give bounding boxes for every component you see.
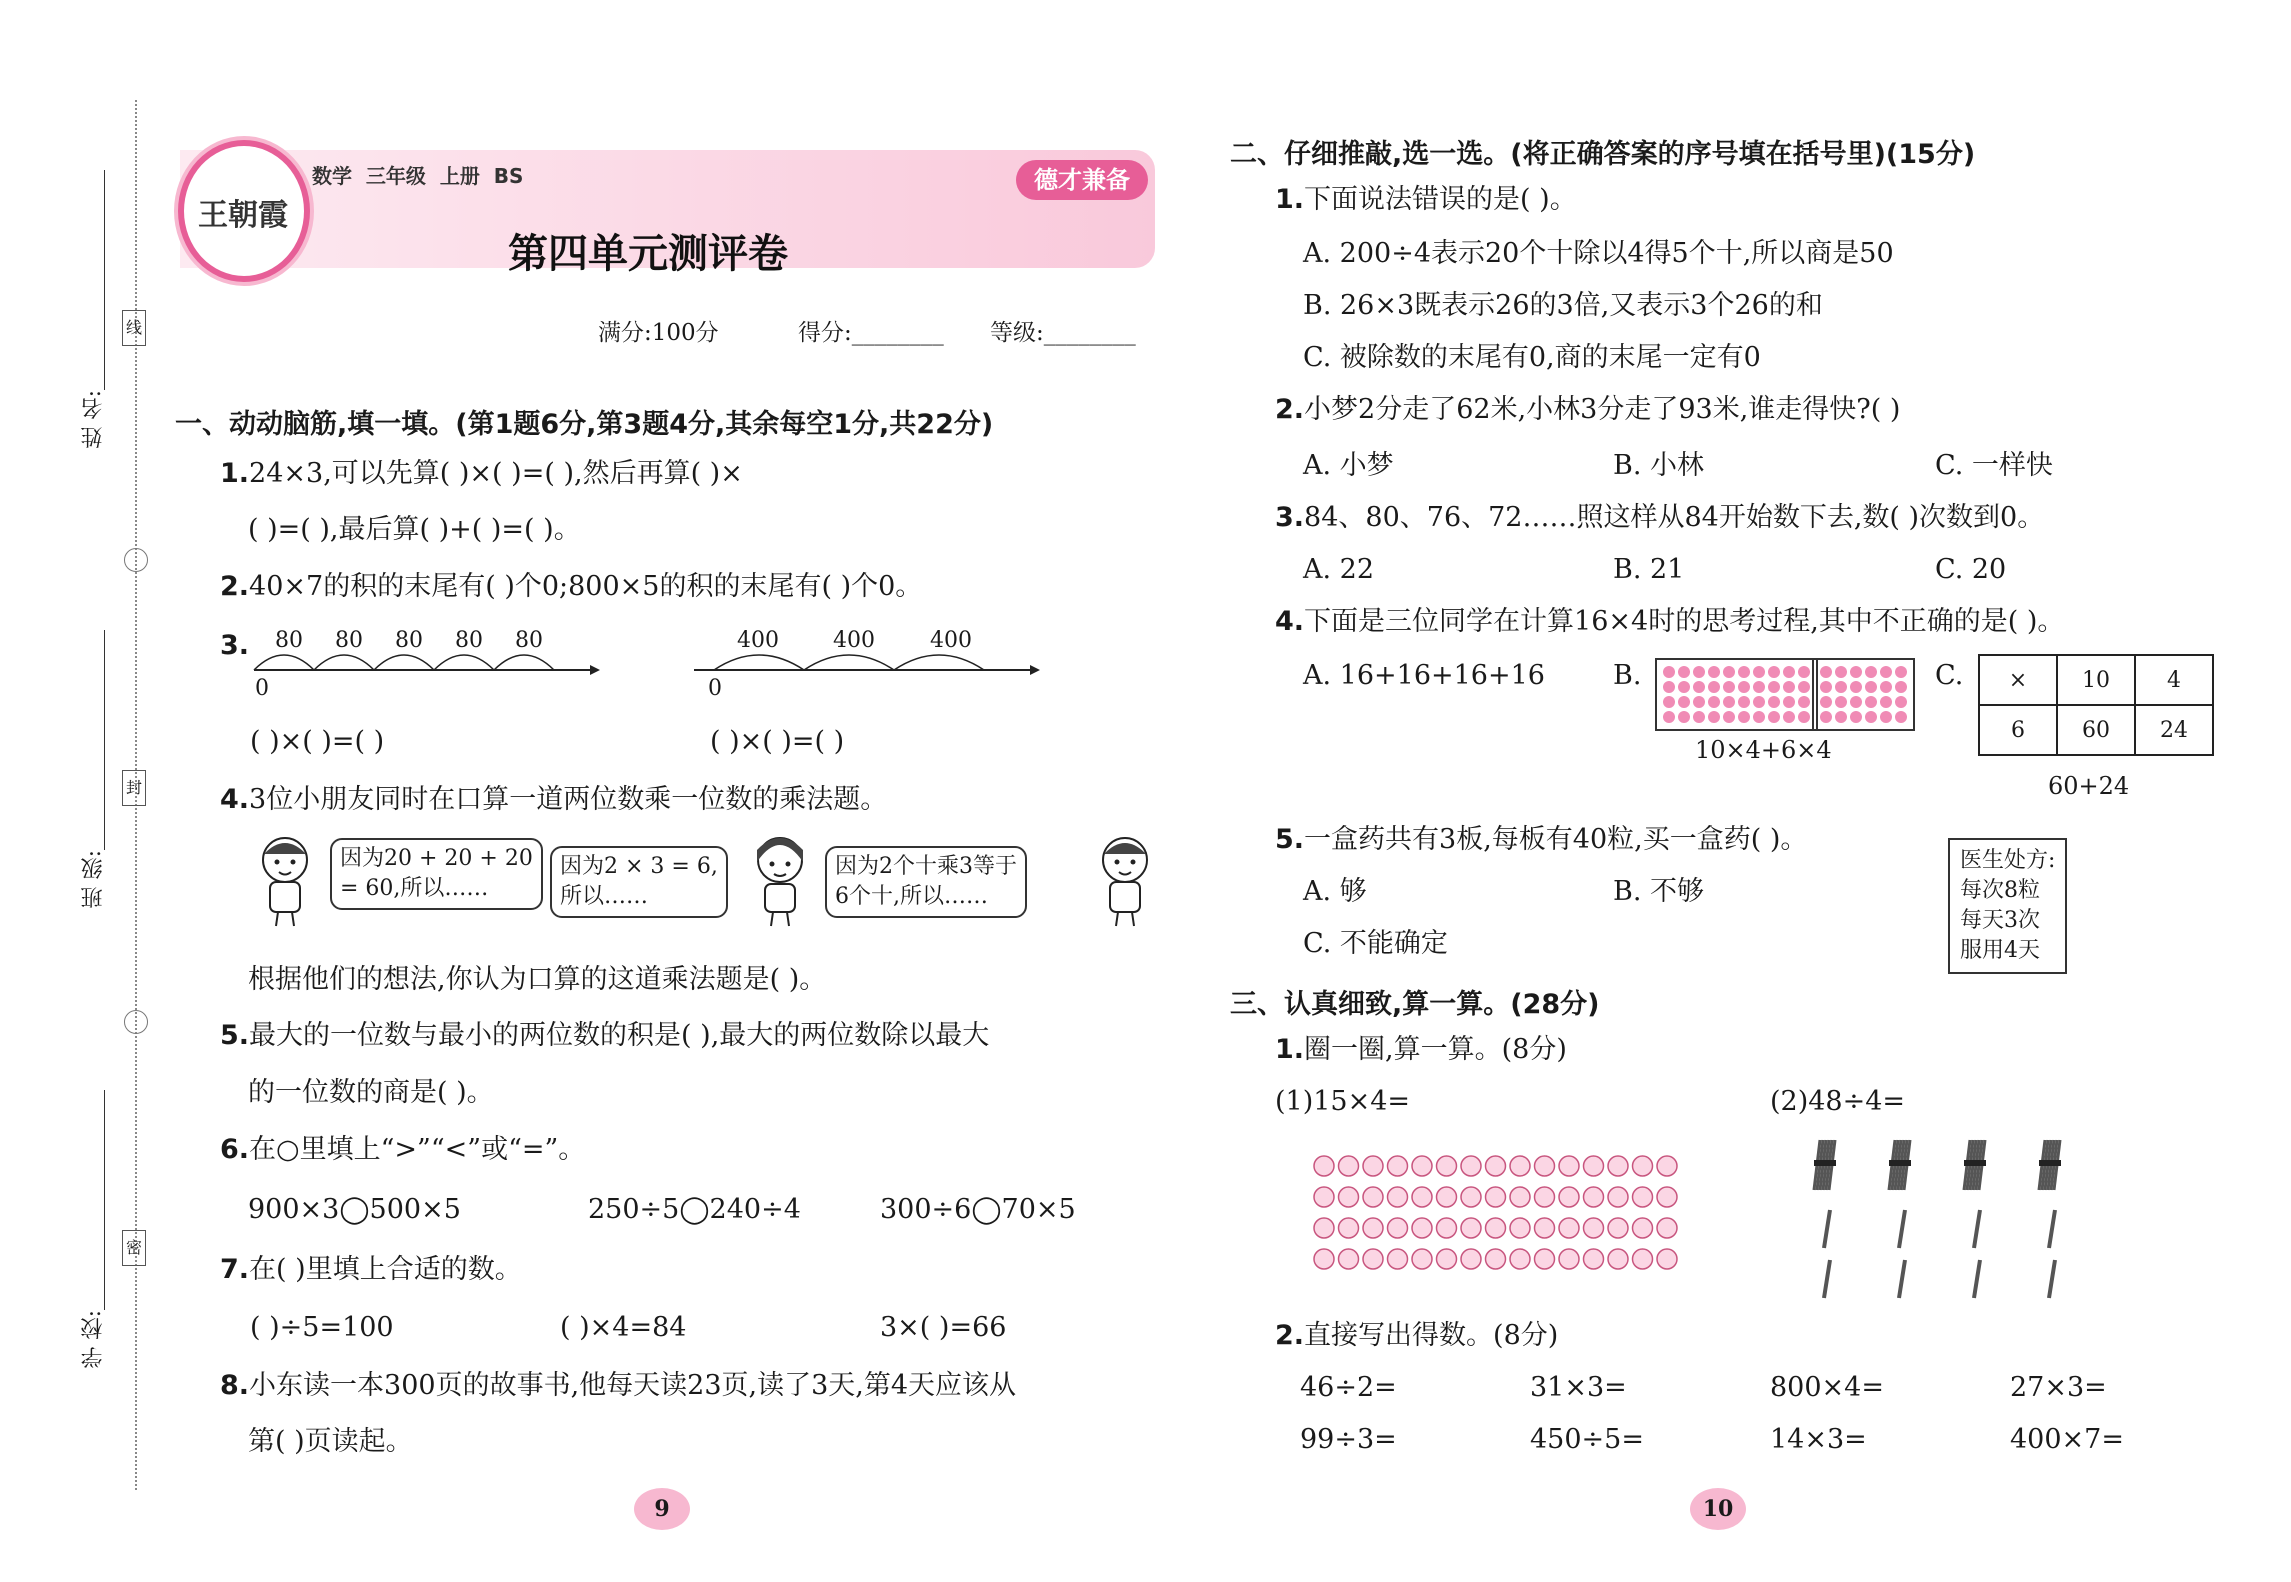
- dot: [1738, 696, 1750, 708]
- q1-2: [220, 573, 922, 600]
- bubble-line: 因为2 × 3 = 6,: [560, 854, 718, 879]
- dot: [1895, 681, 1907, 693]
- sidebar-school-underline: [104, 1090, 105, 1310]
- dot: [1663, 681, 1675, 693]
- q1-7-item[interactable]: ( )×4=84: [560, 1312, 687, 1343]
- dot: [1783, 696, 1795, 708]
- circle-dot: [1584, 1187, 1604, 1207]
- q3-1-text: 圈一圈,算一算。(8分): [1304, 1034, 1567, 1065]
- stamp-badge: 德才兼备: [1016, 160, 1148, 200]
- q2-2-option[interactable]: C. 一样快: [1935, 450, 2053, 481]
- table-cell: 6: [1979, 705, 2057, 755]
- dot: [1835, 666, 1847, 678]
- circle-dot: [1363, 1187, 1383, 1207]
- single-stick-icon: [1824, 1260, 1830, 1298]
- dot: [1768, 711, 1780, 723]
- q2-2-option[interactable]: B. 小林: [1613, 450, 1705, 481]
- circle-dot: [1535, 1218, 1555, 1238]
- circle-dot: [1633, 1249, 1653, 1269]
- circle-dot: [1486, 1187, 1506, 1207]
- circle-dot: [1339, 1187, 1359, 1207]
- q1-3-blank-b[interactable]: ( )×( )=( ): [710, 726, 845, 757]
- table-cell: 10: [2057, 655, 2135, 705]
- q1-4-text: 3位小朋友同时在口算一道两位数乘一位数的乘法题。: [249, 784, 888, 815]
- q2-3-text[interactable]: 84、80、76、72……照这样从84开始数下去,数( )次数到0。: [1304, 502, 2045, 533]
- circle-dot: [1412, 1187, 1432, 1207]
- single-stick-icon: [1974, 1210, 1980, 1248]
- q1-5-line2[interactable]: 的一位数的商是( )。: [248, 1077, 494, 1108]
- q1-5-line1[interactable]: 最大的一位数与最小的两位数的积是( ),最大的两位数除以最大: [249, 1020, 990, 1051]
- calc-item[interactable]: 99÷3=: [1300, 1424, 1397, 1455]
- circle-dot: [1486, 1156, 1506, 1176]
- dot: [1708, 681, 1720, 693]
- q3-2-text: 直接写出得数。(8分): [1304, 1320, 1559, 1351]
- stick-bundle-icon: [1889, 1140, 1911, 1190]
- dot: [1753, 681, 1765, 693]
- q2-4-option-a[interactable]: A. 16+16+16+16: [1303, 660, 1545, 691]
- circle-dot: [1363, 1249, 1383, 1269]
- calc-item[interactable]: 450÷5=: [1530, 1424, 1644, 1455]
- dot: [1678, 666, 1690, 678]
- dot: [1768, 696, 1780, 708]
- dot: [1880, 711, 1892, 723]
- rx-line: 医生处方:: [1960, 848, 2056, 873]
- dot: [1678, 681, 1690, 693]
- question-number: 7.: [220, 1254, 250, 1285]
- bubble-line: 所以……: [560, 884, 649, 909]
- dot: [1783, 711, 1795, 723]
- dot: [1865, 696, 1877, 708]
- circle-dot: [1412, 1249, 1432, 1269]
- q2-2: [1275, 396, 1900, 423]
- sidebar-class-underline: [104, 630, 105, 850]
- circle-dot: [1608, 1156, 1628, 1176]
- q2-4-text[interactable]: 下面是三位同学在计算16×4时的思考过程,其中不正确的是( )。: [1304, 606, 2065, 637]
- nl-b-label: 400: [737, 628, 779, 653]
- dot: [1783, 666, 1795, 678]
- sidebar-name-underline: [104, 170, 105, 390]
- dot: [1820, 681, 1832, 693]
- single-stick-icon: [1899, 1260, 1905, 1298]
- dot: [1880, 696, 1892, 708]
- q1-7: [220, 1256, 522, 1283]
- question-number: 4.: [220, 784, 250, 815]
- dot: [1895, 711, 1907, 723]
- question-number: 5.: [1275, 824, 1305, 855]
- bubble-line: 6个十,所以……: [835, 884, 988, 909]
- circle-dot: [1388, 1187, 1408, 1207]
- circle-dot: [1461, 1249, 1481, 1269]
- circle-dot: [1559, 1156, 1579, 1176]
- circle-dot: [1363, 1156, 1383, 1176]
- circle-dot: [1608, 1218, 1628, 1238]
- q2-3-option[interactable]: C. 20: [1935, 554, 2007, 585]
- circle-dot: [1584, 1156, 1604, 1176]
- dot: [1723, 696, 1735, 708]
- dot: [1835, 711, 1847, 723]
- circle-dot: [1535, 1156, 1555, 1176]
- circle-dot: [1633, 1218, 1653, 1238]
- dot: [1798, 681, 1810, 693]
- circle-dot: [1486, 1218, 1506, 1238]
- sidebar-name-label: 姓 名:: [81, 390, 106, 449]
- nl-a-label: 80: [455, 628, 483, 653]
- dot: [1738, 681, 1750, 693]
- question-number: 2.: [1275, 394, 1305, 425]
- question-number: 1.: [1275, 184, 1305, 215]
- q2-1-option[interactable]: C. 被除数的末尾有0,商的末尾一定有0: [1303, 342, 1761, 373]
- calc-item[interactable]: 27×3=: [2010, 1372, 2107, 1403]
- circle-dot: [1584, 1249, 1604, 1269]
- dot: [1753, 666, 1765, 678]
- dot: [1895, 666, 1907, 678]
- circle-dot: [1314, 1187, 1334, 1207]
- table-cell: 60: [2057, 705, 2135, 755]
- dot: [1693, 696, 1705, 708]
- q2-1-option[interactable]: A. 200÷4表示20个十除以4得5个十,所以商是50: [1303, 238, 1894, 269]
- q2-3-option[interactable]: A. 22: [1303, 554, 1375, 585]
- seal-seal-marker: 封: [122, 770, 146, 806]
- question-number: 6.: [220, 1134, 250, 1165]
- circle-dot: [1510, 1187, 1530, 1207]
- dot: [1753, 696, 1765, 708]
- single-stick-icon: [1974, 1260, 1980, 1298]
- dot: [1850, 696, 1862, 708]
- circle-dot: [1437, 1249, 1457, 1269]
- circle-dot: [1584, 1218, 1604, 1238]
- child-girl-icon: [745, 832, 815, 928]
- q2-4-b-caption: 10×4+6×4: [1695, 736, 1832, 764]
- dot: [1865, 681, 1877, 693]
- dot: [1768, 681, 1780, 693]
- circle-dot: [1559, 1187, 1579, 1207]
- circle-dot: [1486, 1249, 1506, 1269]
- dot: [1835, 681, 1847, 693]
- q1-1: [220, 460, 743, 487]
- circle-dot: [1437, 1218, 1457, 1238]
- logo-text: 王朝霞: [198, 198, 288, 233]
- q2-5-text[interactable]: 一盒药共有3板,每板有40粒,买一盒药( )。: [1304, 824, 1808, 855]
- nl-a-label: 80: [395, 628, 423, 653]
- section1-heading: 一、动动脑筋,填一填。(第1题6分,第3题4分,其余每空1分,共22分): [175, 409, 994, 440]
- question-number: 2.: [1275, 1320, 1305, 1351]
- dot: [1678, 696, 1690, 708]
- circle-dot: [1657, 1187, 1677, 1207]
- question-number: 5.: [220, 1020, 250, 1051]
- child-boy-icon: [250, 832, 320, 928]
- q2-4-c-caption: 60+24: [2048, 772, 2130, 800]
- sticks-bundles-icon: [1800, 1130, 2100, 1310]
- dot: [1663, 696, 1675, 708]
- multiplication-table: [1978, 654, 2214, 756]
- dot: [1723, 681, 1735, 693]
- stick-bundle-icon: [1964, 1140, 1986, 1190]
- q1-1-line1[interactable]: 24×3,可以先算( )×( )=( ),然后再算( )×: [249, 458, 743, 489]
- subject-line: 数学 三年级 上册 BS: [312, 164, 524, 188]
- stick-bundle-icon: [2039, 1140, 2061, 1190]
- dot: [1693, 681, 1705, 693]
- stick-bundle-icon: [1814, 1140, 1836, 1190]
- dot: [1693, 666, 1705, 678]
- circle-dot: [1388, 1218, 1408, 1238]
- q1-8-line1[interactable]: 小东读一本300页的故事书,他每天读23页,读了3天,第4天应该从: [249, 1370, 1017, 1401]
- speech-bubble-2: [550, 846, 728, 918]
- bubble-line: 因为2个十乘3等于: [835, 854, 1017, 879]
- prescription-box: [1948, 838, 2067, 974]
- dot: [1835, 696, 1847, 708]
- circle-dot: [1388, 1249, 1408, 1269]
- q1-3-blank-a[interactable]: ( )×( )=( ): [250, 726, 385, 757]
- circle-dot: [1461, 1218, 1481, 1238]
- circle-dot: [1363, 1218, 1383, 1238]
- calc-item[interactable]: 400×7=: [2010, 1424, 2124, 1455]
- dot: [1753, 711, 1765, 723]
- circle-dot: [1608, 1187, 1628, 1207]
- binding-hole-icon: [124, 548, 148, 572]
- circle-dot: [1339, 1249, 1359, 1269]
- circle-dot: [1633, 1156, 1653, 1176]
- circle-dot: [1437, 1187, 1457, 1207]
- circle-dot: [1314, 1218, 1334, 1238]
- nl-b-label: 400: [930, 628, 972, 653]
- single-stick-icon: [2049, 1260, 2055, 1298]
- q1-4-follow[interactable]: 根据他们的想法,你认为口算的这道乘法题是( )。: [248, 964, 827, 995]
- nl-b-zero: 0: [708, 676, 722, 701]
- circle-dot: [1608, 1249, 1628, 1269]
- circle-dot: [1437, 1156, 1457, 1176]
- question-number: 1.: [1275, 1034, 1305, 1065]
- bubble-line: 因为20 + 20 + 20: [340, 846, 533, 871]
- dot: [1723, 666, 1735, 678]
- q1-4: [220, 786, 887, 813]
- circle-dot: [1339, 1156, 1359, 1176]
- circle-dot: [1461, 1187, 1481, 1207]
- dot: [1850, 711, 1862, 723]
- nl-b-label: 400: [833, 628, 875, 653]
- circle-dot: [1559, 1249, 1579, 1269]
- score-field[interactable]: 得分:________: [798, 320, 944, 346]
- question-number: 1.: [220, 458, 250, 489]
- page-number-right: 10: [1690, 1488, 1746, 1530]
- page-title: 第四单元测评卷: [508, 231, 788, 277]
- dot: [1693, 711, 1705, 723]
- dot: [1738, 711, 1750, 723]
- single-stick-icon: [1824, 1210, 1830, 1248]
- dot: [1708, 666, 1720, 678]
- q1-6: [220, 1136, 585, 1163]
- section2-heading: 二、仔细推敲,选一选。(将正确答案的序号填在括号里)(15分): [1230, 139, 1976, 170]
- q2-2-text[interactable]: 小梦2分走了62米,小林3分走了93米,谁走得快?( ): [1304, 394, 1901, 425]
- q2-1-text[interactable]: 下面说法错误的是( )。: [1304, 184, 1577, 215]
- q1-6-text: 在○里填上“>”“<”或“=”。: [249, 1134, 586, 1165]
- circle-dot: [1559, 1218, 1579, 1238]
- dot: [1820, 666, 1832, 678]
- calc-item[interactable]: 31×3=: [1530, 1372, 1627, 1403]
- child-boy-icon: [1090, 832, 1160, 928]
- q2-5-option[interactable]: A. 够: [1303, 876, 1367, 907]
- q2-1-option[interactable]: B. 26×3既表示26的3倍,又表示3个26的和: [1303, 290, 1823, 321]
- dot: [1880, 666, 1892, 678]
- circle-dot: [1510, 1249, 1530, 1269]
- single-stick-icon: [2049, 1210, 2055, 1248]
- circle-dot: [1535, 1187, 1555, 1207]
- nl-a-label: 80: [335, 628, 363, 653]
- dot: [1865, 666, 1877, 678]
- dot: [1768, 666, 1780, 678]
- q1-6-item[interactable]: 250÷5◯240÷4: [588, 1194, 801, 1225]
- dot: [1798, 666, 1810, 678]
- seal-line-marker: 线: [122, 310, 146, 346]
- q1-7-item[interactable]: 3×( )=66: [880, 1312, 1007, 1343]
- sidebar-class-label: 班 级:: [81, 850, 106, 909]
- circle-dot: [1535, 1249, 1555, 1269]
- question-number: 3.: [220, 630, 250, 661]
- dot: [1895, 696, 1907, 708]
- nl-a-label: 80: [515, 628, 543, 653]
- q1-2-text[interactable]: 40×7的积的末尾有( )个0;800×5的积的末尾有( )个0。: [249, 571, 923, 602]
- q1-6-item[interactable]: 900×3◯500×5: [248, 1194, 461, 1225]
- question-number: 2.: [220, 571, 250, 602]
- dot-array-10x4: [1655, 658, 1818, 731]
- circle-dot: [1412, 1156, 1432, 1176]
- table-cell: ×: [1979, 655, 2057, 705]
- circle-dot: [1633, 1187, 1653, 1207]
- q1-7-item[interactable]: ( )÷5=100: [250, 1312, 394, 1343]
- circle-dot: [1314, 1156, 1334, 1176]
- q2-4-option-c[interactable]: C.: [1935, 660, 1964, 691]
- page-number-left: 9: [634, 1488, 690, 1530]
- q3-1: [1275, 1036, 1567, 1063]
- table-cell: 4: [2135, 655, 2213, 705]
- q1-6-item[interactable]: 300÷6◯70×5: [880, 1194, 1076, 1225]
- table-cell: 24: [2135, 705, 2213, 755]
- circle-dot: [1657, 1218, 1677, 1238]
- dot: [1865, 711, 1877, 723]
- question-number: 4.: [1275, 606, 1305, 637]
- dot: [1850, 681, 1862, 693]
- section3-heading: 三、认真细致,算一算。(28分): [1230, 989, 1600, 1020]
- grade-field[interactable]: 等级:________: [990, 320, 1136, 346]
- bubble-line: = 60,所以……: [340, 876, 489, 901]
- calc-item[interactable]: 14×3=: [1770, 1424, 1867, 1455]
- circle-grid-15x4: [1312, 1152, 1692, 1284]
- q2-1: [1275, 186, 1577, 213]
- circle-dot: [1339, 1218, 1359, 1238]
- rx-line: 每天3次: [1960, 908, 2040, 933]
- full-score: 满分:100分: [598, 320, 719, 346]
- circle-dot: [1657, 1156, 1677, 1176]
- q3-2: [1275, 1322, 1558, 1349]
- q1-7-text: 在( )里填上合适的数。: [249, 1254, 522, 1285]
- seal-secret-marker: 密: [122, 1230, 146, 1266]
- q2-3-option[interactable]: B. 21: [1613, 554, 1685, 585]
- circle-dot: [1510, 1218, 1530, 1238]
- sidebar-school-label: 学 校:: [81, 1310, 106, 1369]
- nl-a-label: 80: [275, 628, 303, 653]
- single-stick-icon: [1899, 1210, 1905, 1248]
- q1-5: [220, 1022, 989, 1049]
- q3-1-sub2[interactable]: (2)48÷4=: [1770, 1086, 1906, 1117]
- dot: [1798, 696, 1810, 708]
- dot: [1738, 666, 1750, 678]
- calc-item[interactable]: 800×4=: [1770, 1372, 1884, 1403]
- dot: [1663, 666, 1675, 678]
- dot-array-6x4: [1812, 658, 1915, 731]
- speech-bubble-1: [330, 838, 543, 910]
- dot: [1880, 681, 1892, 693]
- q2-5: [1275, 826, 1807, 853]
- q1-1-line2[interactable]: ( )=( ),最后算( )+( )=( )。: [248, 514, 581, 545]
- q1-8-line2[interactable]: 第( )页读起。: [248, 1426, 413, 1457]
- rx-line: 每次8粒: [1960, 878, 2040, 903]
- circle-dot: [1657, 1249, 1677, 1269]
- circle-dot: [1314, 1249, 1334, 1269]
- circle-dot: [1388, 1156, 1408, 1176]
- dot: [1783, 681, 1795, 693]
- dot: [1798, 711, 1810, 723]
- q2-5-option[interactable]: C. 不能确定: [1303, 928, 1448, 959]
- circle-dot: [1510, 1156, 1530, 1176]
- dot: [1708, 696, 1720, 708]
- q2-2-option[interactable]: A. 小梦: [1303, 450, 1394, 481]
- q2-4-option-b[interactable]: B.: [1613, 660, 1642, 691]
- dot: [1723, 711, 1735, 723]
- speech-bubble-3: [825, 846, 1027, 918]
- dot: [1708, 711, 1720, 723]
- q3-1-sub1[interactable]: (1)15×4=: [1275, 1086, 1411, 1117]
- binding-hole-icon: [124, 1010, 148, 1034]
- calc-item[interactable]: 46÷2=: [1300, 1372, 1397, 1403]
- q2-3: [1275, 504, 2044, 531]
- dot: [1850, 666, 1862, 678]
- dot: [1678, 711, 1690, 723]
- circle-dot: [1412, 1218, 1432, 1238]
- dot: [1820, 696, 1832, 708]
- nl-a-zero: 0: [255, 676, 269, 701]
- q1-8: [220, 1372, 1016, 1399]
- question-number: 8.: [220, 1370, 250, 1401]
- dot: [1820, 711, 1832, 723]
- q2-5-option[interactable]: B. 不够: [1613, 876, 1705, 907]
- question-number: 3.: [1275, 502, 1305, 533]
- rx-line: 服用4天: [1960, 938, 2040, 963]
- q2-4: [1275, 608, 2064, 635]
- dot: [1663, 711, 1675, 723]
- circle-dot: [1461, 1156, 1481, 1176]
